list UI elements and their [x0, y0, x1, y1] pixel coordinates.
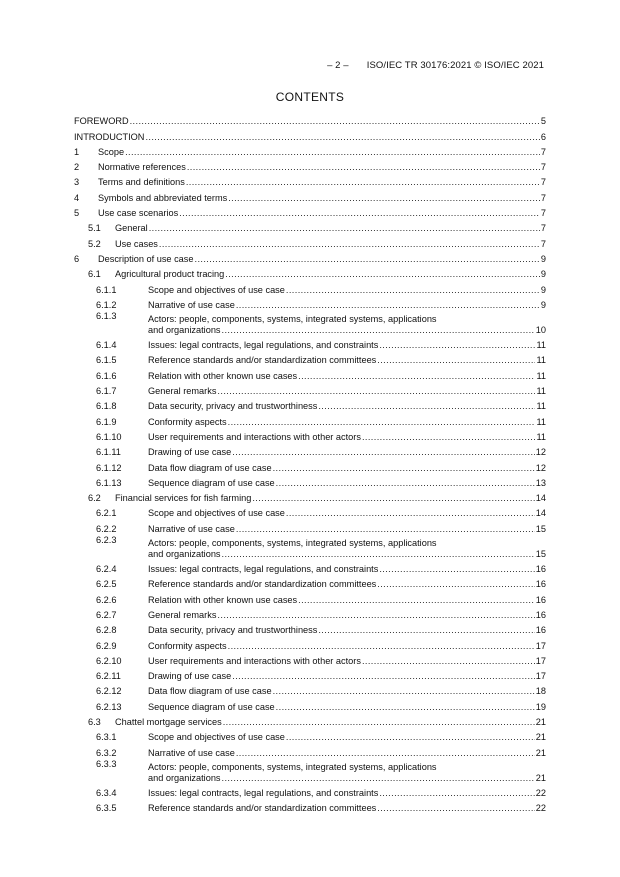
toc-entry-number: 6.1.5 — [96, 355, 117, 366]
toc-entry-number: 6.3.2 — [96, 747, 117, 758]
toc-entry-continuation — [148, 325, 546, 336]
toc-entry[interactable] — [74, 311, 546, 336]
toc-dot-leader — [379, 340, 535, 351]
toc-page-number: 7 — [540, 146, 546, 157]
toc-dot-leader — [222, 549, 535, 560]
toc-entry[interactable] — [74, 519, 546, 534]
toc-entry-title: Drawing of use case — [148, 671, 232, 682]
toc-entry-title: FOREWORD — [74, 116, 129, 127]
toc-entry-title: Data security, privacy and trustworthiness — [148, 401, 318, 412]
toc-entry-title: Normative references — [98, 162, 186, 173]
toc-entry-title-continued: and organizations — [148, 772, 221, 783]
toc-entry[interactable] — [74, 458, 546, 473]
toc-entry-title: General — [115, 223, 148, 234]
toc-page-number: 18 — [535, 686, 546, 697]
toc-entry-number: 3 — [74, 177, 80, 188]
toc-page-number: 12 — [535, 462, 546, 473]
toc-entry-title: Reference standards and/or standardization committees — [148, 803, 377, 814]
toc-entry[interactable] — [74, 728, 546, 743]
toc-entry-number: 1 — [74, 146, 80, 157]
toc-page-number: 19 — [535, 701, 546, 712]
toc-dot-leader — [217, 610, 534, 621]
toc-entry-text-block — [148, 538, 546, 560]
toc-entry-number: 6.1.3 — [96, 310, 117, 321]
toc-entry-number: 6.1.7 — [96, 386, 117, 397]
toc-entry-number: 4 — [74, 192, 80, 203]
toc-entry-title: Reference standards and/or standardization committees — [148, 355, 377, 366]
toc-entry-title-continued: and organizations — [148, 548, 221, 559]
toc-entry[interactable] — [74, 250, 546, 265]
toc-page-number: 5 — [540, 116, 546, 127]
toc-page-number: 14 — [535, 493, 546, 504]
toc-entry[interactable] — [74, 713, 546, 728]
toc-entry[interactable] — [74, 280, 546, 295]
toc-page-number: 15 — [535, 523, 546, 534]
toc-entry-number: 6.1 — [88, 269, 101, 280]
toc-dot-leader — [232, 447, 535, 458]
toc-entry-title: Narrative of use case — [148, 299, 235, 310]
toc-entry-title: Data flow diagram of use case — [148, 462, 272, 473]
toc-entry-number: 6.2.6 — [96, 594, 117, 605]
toc-page-number: 11 — [536, 401, 546, 412]
toc-page-number: 11 — [536, 355, 546, 366]
toc-entry[interactable] — [74, 158, 546, 173]
toc-dot-leader — [318, 401, 535, 412]
toc-dot-leader — [179, 208, 540, 219]
toc-entry-number: 6.1.8 — [96, 401, 117, 412]
page-header — [327, 60, 544, 71]
toc-page-number: 16 — [535, 594, 546, 605]
toc-entry-title: Description of use case — [98, 253, 194, 264]
toc-entry-text-block — [148, 762, 546, 784]
toc-dot-leader — [222, 325, 535, 336]
toc-entry[interactable] — [74, 474, 546, 489]
toc-page-number: 7 — [540, 223, 546, 234]
toc-entry[interactable] — [74, 366, 546, 381]
toc-entry-number: 5.1 — [88, 223, 101, 234]
toc-entry[interactable] — [74, 590, 546, 605]
toc-entry-title: User requirements and interactions with other actors — [148, 655, 361, 666]
toc-entry-title: Issues: legal contracts, legal regulations, and constraints — [148, 340, 379, 351]
toc-entry-title: Terms and definitions — [98, 177, 185, 188]
toc-entry-title: Use case scenarios — [98, 208, 179, 219]
toc-page-number: 15 — [535, 548, 546, 559]
toc-entry-number: 6.2.5 — [96, 579, 117, 590]
toc-entry-number: 6 — [74, 253, 80, 264]
toc-page-number: 7 — [540, 208, 546, 219]
toc-entry-number: 6.2.11 — [96, 671, 121, 682]
toc-page-number: 16 — [535, 564, 546, 575]
toc-entry[interactable] — [74, 296, 546, 311]
toc-entry[interactable] — [74, 173, 546, 188]
toc-entry[interactable] — [74, 397, 546, 412]
toc-entry-number: 6.1.12 — [96, 462, 122, 473]
toc-entry-number: 6.2.9 — [96, 640, 117, 651]
toc-dot-leader — [286, 732, 535, 743]
toc-dot-leader — [195, 254, 540, 265]
toc-entry-title: Scope and objectives of use case — [148, 284, 285, 295]
toc-dot-leader — [298, 595, 535, 606]
toc-entry[interactable] — [74, 682, 546, 697]
toc-entry-number: 2 — [74, 162, 80, 173]
toc-entry-title: Sequence diagram of use case — [148, 477, 275, 488]
toc-entry-number: 6.3.1 — [96, 732, 117, 743]
toc-entry-number: 6.1.11 — [96, 447, 121, 458]
toc-entry-title: Drawing of use case — [148, 447, 232, 458]
toc-entry-title: Issues: legal contracts, legal regulations, and constraints — [148, 564, 379, 575]
toc-dot-leader — [232, 671, 535, 682]
toc-entry[interactable] — [74, 204, 546, 219]
toc-entry[interactable] — [74, 636, 546, 651]
toc-entry-title: Chattel mortgage services — [115, 716, 222, 727]
toc-page-number: 11 — [536, 340, 546, 351]
toc-entry-number: 6.2.4 — [96, 564, 117, 575]
toc-page-number: 12 — [535, 447, 546, 458]
toc-entry-title: INTRODUCTION — [74, 131, 145, 142]
toc-entry-title: General remarks — [148, 386, 217, 397]
toc-entry-continuation — [148, 549, 546, 560]
toc-page-number: 10 — [535, 324, 546, 335]
table-of-contents — [74, 112, 546, 814]
toc-entry-title: Narrative of use case — [148, 747, 235, 758]
toc-dot-leader — [377, 355, 535, 366]
toc-dot-leader — [222, 773, 535, 784]
toc-dot-leader — [286, 508, 535, 519]
toc-dot-leader — [276, 478, 535, 489]
toc-entry[interactable] — [74, 443, 546, 458]
toc-entry-title: Reference standards and/or standardization committees — [148, 579, 377, 590]
toc-dot-leader — [125, 147, 540, 158]
toc-page-number: 16 — [535, 625, 546, 636]
toc-entry-title: Conformity aspects — [148, 416, 227, 427]
toc-entry[interactable] — [74, 504, 546, 519]
toc-entry-title: General remarks — [148, 609, 217, 620]
toc-dot-leader — [276, 702, 535, 713]
toc-page-number: 17 — [535, 655, 546, 666]
toc-dot-leader — [252, 493, 534, 504]
toc-page-number: 7 — [540, 238, 546, 249]
toc-entry[interactable] — [74, 143, 546, 158]
toc-dot-leader — [379, 788, 534, 799]
toc-entry[interactable] — [74, 575, 546, 590]
toc-entry-continuation — [148, 773, 546, 784]
toc-entry-number: 6.2.8 — [96, 625, 117, 636]
toc-page-number: 21 — [535, 747, 546, 758]
toc-entry-title: Financial services for fish farming — [115, 493, 252, 504]
toc-entry-title: Conformity aspects — [148, 640, 227, 651]
toc-dot-leader — [225, 269, 540, 280]
toc-entry-title: Symbols and abbreviated terms — [98, 192, 228, 203]
toc-entry-number: 6.3 — [88, 716, 101, 727]
toc-page-number: 17 — [535, 640, 546, 651]
toc-entry[interactable] — [74, 336, 546, 351]
toc-dot-leader — [236, 300, 540, 311]
toc-page-number: 7 — [540, 192, 546, 203]
toc-entry[interactable] — [74, 188, 546, 203]
toc-entry-number: 6.1.13 — [96, 477, 122, 488]
toc-entry-title: Actors: people, components, systems, integrated systems, applications — [148, 313, 437, 324]
toc-page-number: 22 — [535, 787, 546, 798]
toc-entry-number: 6.3.4 — [96, 787, 117, 798]
toc-entry[interactable] — [74, 652, 546, 667]
toc-entry-title: Agricultural product tracing — [115, 269, 225, 280]
toc-entry-title: Scope and objectives of use case — [148, 508, 285, 519]
toc-entry-title: Use cases — [115, 238, 158, 249]
toc-entry[interactable] — [74, 697, 546, 712]
toc-entry-text-block — [148, 314, 546, 336]
toc-page-number: 21 — [535, 732, 546, 743]
toc-page-number: 16 — [535, 609, 546, 620]
toc-page-number: 9 — [540, 284, 546, 295]
toc-page-number: 17 — [535, 671, 546, 682]
toc-dot-leader — [236, 524, 535, 535]
toc-entry-number: 6.1.6 — [96, 370, 117, 381]
toc-entry-number: 5 — [74, 208, 80, 219]
toc-page-number: 21 — [535, 716, 546, 727]
toc-dot-leader — [217, 386, 535, 397]
toc-entry-number: 5.2 — [88, 238, 101, 249]
toc-entry-title-continued: and organizations — [148, 324, 221, 335]
toc-page-number: 11 — [536, 416, 546, 427]
toc-entry[interactable] — [74, 219, 546, 234]
document-reference: ISO/IEC TR 30176:2021 © ISO/IEC 2021 — [366, 60, 544, 71]
toc-entry-title: Data flow diagram of use case — [148, 686, 272, 697]
toc-entry-number: 6.2.13 — [96, 701, 122, 712]
toc-entry-number: 6.1.4 — [96, 340, 117, 351]
toc-dot-leader — [228, 641, 535, 652]
toc-dot-leader — [236, 748, 535, 759]
toc-entry[interactable] — [74, 412, 546, 427]
toc-entry[interactable] — [74, 234, 546, 249]
toc-dot-leader — [318, 625, 534, 636]
toc-page-number: 7 — [540, 177, 546, 188]
toc-entry-number: 6.1.10 — [96, 431, 122, 442]
toc-page-number: 11 — [536, 386, 546, 397]
toc-entry-title: Scope — [98, 146, 125, 157]
toc-page-number: 9 — [540, 299, 546, 310]
toc-dot-leader — [159, 239, 540, 250]
toc-entry[interactable] — [74, 759, 546, 784]
toc-entry[interactable] — [74, 127, 546, 142]
toc-entry[interactable] — [74, 621, 546, 636]
page-number-label: – 2 – — [327, 60, 349, 71]
contents-title: CONTENTS — [275, 90, 345, 104]
toc-entry-number: 6.2.7 — [96, 609, 117, 620]
toc-entry[interactable] — [74, 382, 546, 397]
toc-entry-title: User requirements and interactions with other actors — [148, 431, 361, 442]
toc-entry[interactable] — [74, 428, 546, 443]
toc-entry[interactable] — [74, 799, 546, 814]
toc-entry-number: 6.2 — [88, 493, 101, 504]
toc-entry-title: Data security, privacy and trustworthiness — [148, 625, 318, 636]
toc-entry-title: Narrative of use case — [148, 523, 235, 534]
toc-entry[interactable] — [74, 489, 546, 504]
toc-entry-number: 6.3.3 — [96, 758, 117, 769]
toc-page-number: 11 — [536, 370, 546, 381]
toc-entry-number: 6.3.5 — [96, 803, 117, 814]
toc-page-number: 9 — [540, 269, 546, 280]
toc-entry[interactable] — [74, 667, 546, 682]
toc-entry-title: Relation with other known use cases — [148, 594, 298, 605]
toc-entry-title: Relation with other known use cases — [148, 370, 298, 381]
toc-dot-leader — [228, 193, 540, 204]
toc-dot-leader — [273, 686, 535, 697]
toc-dot-leader — [377, 579, 534, 590]
toc-dot-leader — [187, 162, 540, 173]
toc-page-number: 9 — [540, 253, 546, 264]
toc-dot-leader — [377, 803, 534, 814]
toc-entry-number: 6.1.1 — [96, 284, 117, 295]
toc-entry-title: Scope and objectives of use case — [148, 732, 285, 743]
toc-dot-leader — [223, 717, 535, 728]
toc-entry-number: 6.2.1 — [96, 508, 117, 519]
toc-dot-leader — [145, 132, 539, 143]
toc-page-number: 6 — [540, 131, 546, 142]
toc-page-number: 11 — [536, 431, 546, 442]
toc-entry-number: 6.1.2 — [96, 299, 117, 310]
toc-dot-leader — [362, 432, 536, 443]
toc-entry[interactable] — [74, 535, 546, 560]
toc-dot-leader — [186, 177, 540, 188]
toc-page-number: 16 — [535, 579, 546, 590]
toc-entry[interactable] — [74, 606, 546, 621]
toc-dot-leader — [298, 371, 535, 382]
toc-entry[interactable] — [74, 784, 546, 799]
toc-entry[interactable] — [74, 351, 546, 366]
toc-entry-number: 6.2.10 — [96, 655, 122, 666]
toc-entry[interactable] — [74, 560, 546, 575]
toc-entry-number: 6.2.12 — [96, 686, 122, 697]
toc-dot-leader — [273, 463, 535, 474]
toc-page-number: 14 — [535, 508, 546, 519]
toc-entry-title: Actors: people, components, systems, integrated systems, applications — [148, 761, 437, 772]
toc-entry-number: 6.2.3 — [96, 534, 117, 545]
toc-page-number: 13 — [535, 477, 546, 488]
toc-entry-number: 6.1.9 — [96, 416, 117, 427]
toc-entry-title: Actors: people, components, systems, integrated systems, applications — [148, 537, 437, 548]
toc-dot-leader — [228, 417, 536, 428]
toc-page-number: 7 — [540, 162, 546, 173]
toc-dot-leader — [286, 285, 540, 296]
toc-entry[interactable] — [74, 265, 546, 280]
toc-entry[interactable] — [74, 743, 546, 758]
toc-page-number: 21 — [535, 772, 546, 783]
toc-dot-leader — [362, 656, 535, 667]
toc-entry[interactable] — [74, 112, 546, 127]
toc-dot-leader — [149, 223, 540, 234]
toc-page-number: 22 — [535, 803, 546, 814]
toc-entry-title: Sequence diagram of use case — [148, 701, 275, 712]
toc-entry-title: Issues: legal contracts, legal regulations, and constraints — [148, 787, 379, 798]
toc-entry-number: 6.2.2 — [96, 523, 117, 534]
toc-dot-leader — [130, 116, 540, 127]
toc-dot-leader — [379, 564, 534, 575]
